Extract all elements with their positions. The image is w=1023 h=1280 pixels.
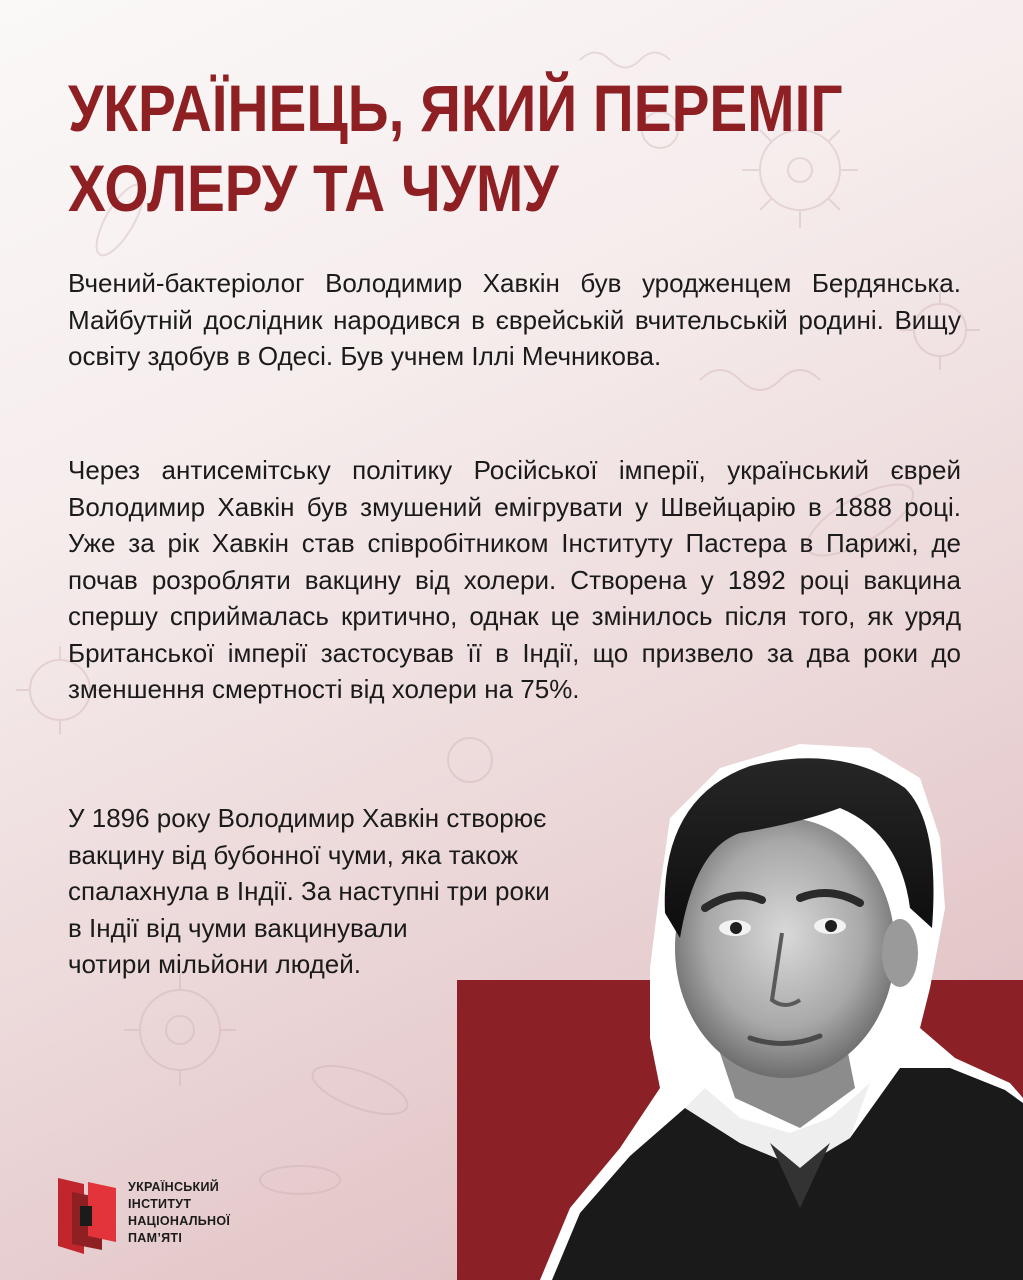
logo-line: УКРАЇНСЬКИЙ xyxy=(128,1180,220,1194)
paragraph-line: вакцину від бубонної чуми, яка також xyxy=(68,839,519,870)
logo-line: НАЦІОНАЛЬНОЇ xyxy=(128,1214,231,1228)
logo-line: ПАМ’ЯТІ xyxy=(128,1231,183,1245)
paragraph-cholera-vaccine: Через антисемітську політику Російської імперії, український єврей Володимир Хавкін був змушений емігрувати у Швейцарію в 1888 році. Уже за рік Хавкін став співробітником Інституту Пастера в Парижі, де почав розробляти вакцину від холери. Створена у 1892 році вакцина спершу сприймалась критично, однак це змінилось після того, як уряд Британської імперії застосував її в Індії, що призвело за два роки до зменшення смертності від холери на 75%. xyxy=(68,455,961,704)
title-line: ХОЛЕРУ ТА ЧУМУ xyxy=(68,151,559,225)
paragraph-line: чотири мільйони людей. xyxy=(68,949,362,979)
portrait-photo xyxy=(500,738,1023,1280)
uinp-logo-icon xyxy=(58,1172,118,1254)
institute-logo-text xyxy=(128,1179,230,1247)
paragraph-line: У 1896 року Володимир Хавкін створює xyxy=(68,803,547,833)
paragraph-line: спалахнула в Індії. За наступні три роки xyxy=(68,876,550,906)
logo-line: ІНСТИТУТ xyxy=(128,1197,192,1211)
title-line: УКРАЇНЕЦЬ, ЯКИЙ ПЕРЕМІГ xyxy=(68,71,843,145)
paragraph-line: в Індії від чуми вакцинували xyxy=(68,912,408,943)
paragraph-biography: Вчений-бактеріолог Володимир Хавкін був уродженцем Бердянська. Майбутній дослідник народився в єврейській вчительській родині. Вищу освіту здобув в Одесі. Був учнем Іллі Мечникова. xyxy=(68,268,961,371)
page-title xyxy=(68,68,843,228)
